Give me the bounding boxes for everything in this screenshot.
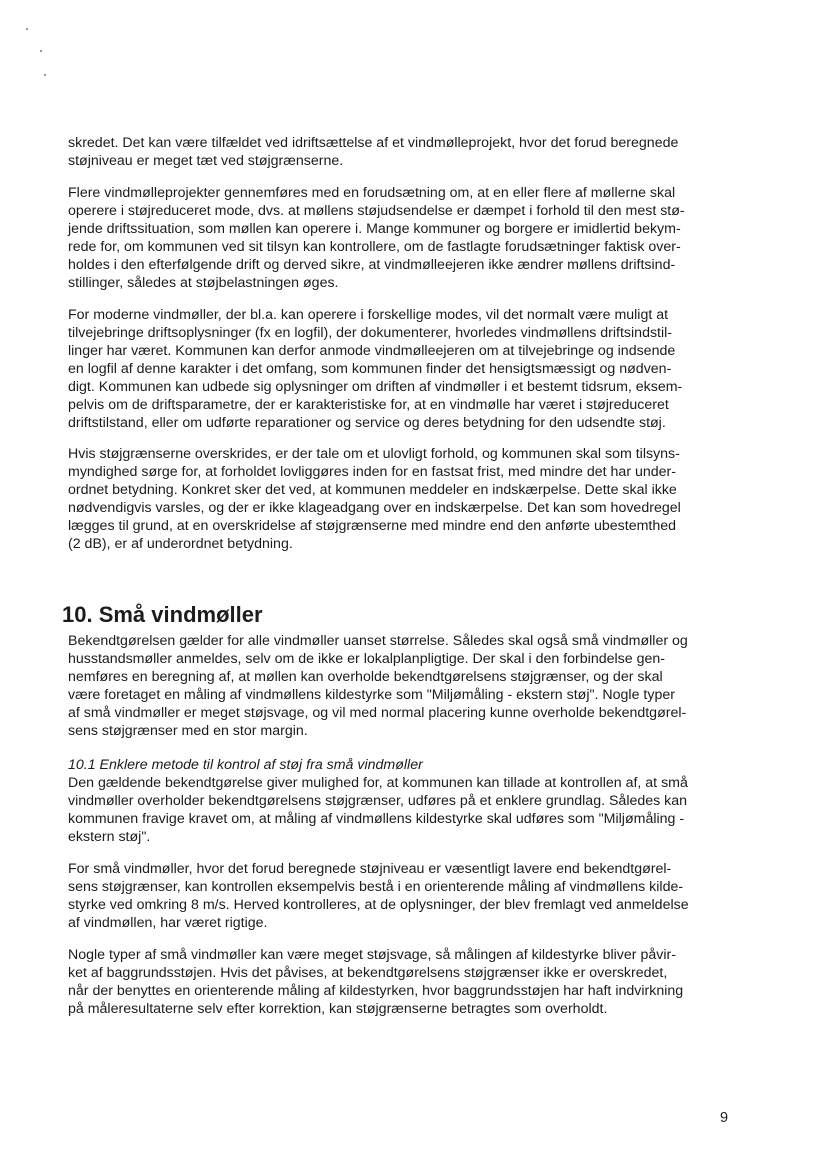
text-line: Bekendtgørelsen gælder for alle vindmøller uanset størrelse. Således skal også små vindmøller og [68,633,688,649]
text-line: når der benyttes en orienterende måling af kildestyrken, hvor baggrundsstøjen har haft indvirkning [68,983,684,999]
text-line: af vindmøllen, har været rigtige. [68,915,268,931]
text-line: myndighed sørge for, at forholdet lovliggøres inden for en fastsat frist, med mindre det har under- [68,464,676,480]
text-line: skredet. Det kan være tilfældet ved idriftsættelse af et vindmølleprojekt, hvor det forud beregnede [68,135,679,151]
text-line: stillinger, således at støjbelastningen øges. [68,275,339,291]
text-line: Flere vindmølleprojekter gennemføres med en forudsætning om, at en eller flere af møllerne skal [68,185,676,201]
text-line: ket af baggrundsstøjen. Hvis det påvises, at bekendtgørelsens støjgrænser ikke er overskredet, [68,965,668,981]
section-paragraph [68,632,740,740]
text-line: sens støjgrænser, kan kontrollen eksempelvis bestå i en orienterende måling af vindmøllens kilde- [68,879,684,895]
text-line: linger har været. Kommunen kan derfor anmode vindmølleejeren om at tilvejebringe og indsende [68,343,676,359]
text-line: driftstilstand, eller om udførte reparationer og service og deres betydning for den udsendte støj. [68,415,666,431]
subsection-paragraph-2 [68,860,740,932]
text-line: nemføres en beregning af, at møllen kan overholde bekendtgørelsens støjgrænser, og der skal [68,669,663,685]
scan-speck [44,74,46,76]
text-line: være foretaget en måling af vindmøllens kildestyrke som "Miljømåling - ekstern støj". Nogle typer [68,687,675,703]
text-line: ekstern støj". [68,829,151,845]
text-line: For moderne vindmøller, der bl.a. kan operere i forskellige modes, vil det normalt være muligt at [68,307,669,323]
paragraph-1 [68,134,740,170]
text-line: tilvejebringe driftsoplysninger (fx en logfil), der dokumenterer, hvorledes vindmøllens driftsindstil- [68,325,673,341]
text-line: styrke ved omkring 8 m/s. Herved kontrolleres, at de oplysninger, der blev fremlagt ved anmeldelse [68,897,689,913]
text-line: husstandsmøller anmeldes, selv om de ikke er lokalplanpligtige. Der skal i den forbindelse gen- [68,651,665,667]
text-line: kommunen fravige kravet om, at måling af vindmøllens kildestyrke skal udføres som "Miljømåling - [68,811,685,827]
text-line: på måleresultaterne selv efter korrektion, kan støjgrænserne betragtes som overholdt. [68,1001,608,1017]
text-line: holdes i den efterfølgende drift og derved sikre, at vindmølleejeren ikke ændrer møllens driftsind- [68,257,676,273]
text-line: jende driftssituation, som møllen kan operere i. Mange kommuner og borgere er imidlertid bekym- [68,221,681,237]
text-line: støjniveau er meget tæt ved støjgrænserne. [68,153,344,169]
paragraph-3 [68,306,740,432]
scan-speck [40,50,42,52]
scan-speck [26,28,28,30]
text-line: For små vindmøller, hvor det forud beregnede støjniveau er væsentligt lavere end bekendtgørel- [68,861,672,877]
subsection-paragraph-3 [68,946,740,1018]
text-line: lægges til grund, at en overskridelse af støjgrænserne med mindre end den anførte ubestemthed [68,518,677,534]
text-line: Hvis støjgrænserne overskrides, er der tale om et ulovligt forhold, og kommunen skal som tilsyns- [68,446,680,462]
text-line: af små vindmøller er meget støjsvage, og vil med normal placering kunne overholde bekendtgørel- [68,705,687,721]
text-line: operere i støjreduceret mode, dvs. at møllens støjudsendelse er dæmpet i forhold til den mest stø- [68,203,685,219]
text-line: digt. Kommunen kan udbede sig oplysninger om driften af vindmøller i et bestemt tidsrum, eksem- [68,379,683,395]
text-line: (2 dB), er af underordnet betydning. [68,536,293,552]
text-line: ordnet betydning. Konkret sker det ved, at kommunen meddeler en indskærpelse. Dette skal ikke [68,482,677,498]
section-heading: 10. Små vindmøller [62,602,263,627]
text-line: nødvendigvis varsles, og der er ikke klageadgang over en indskærpelse. Det kan som hovedregel [68,500,681,516]
paragraph-2 [68,184,740,292]
subsection-block [68,756,740,846]
subsection-heading: 10.1 Enklere metode til kontrol af støj fra små vindmøller [68,757,423,773]
text-line: pelvis om de driftsparametre, der er karakteristiske for, at en vindmølle har været i støjreduceret [68,397,669,413]
page-number: 9 [720,1110,729,1126]
text-line: Nogle typer af små vindmøller kan være meget støjsvage, så målingen af kildestyrke bliver påvir- [68,947,676,963]
text-line: vindmøller overholder bekendtgørelsens støjgrænser, udføres på et enklere grundlag. Således kan [68,793,688,809]
text-line: Den gældende bekendtgørelse giver mulighed for, at kommunen kan tillade at kontrollen af, at små [68,775,688,791]
paragraph-4 [68,445,740,553]
text-line: rede for, om kommunen ved sit tilsyn kan kontrollere, om de fastlagte forudsætninger faktisk over- [68,239,681,255]
text-line: sens støjgrænser med en stor margin. [68,723,308,739]
text-line: en logfil af denne karakter i det omfang, som kommunen finder det hensigtsmæssigt og nødven- [68,361,672,377]
